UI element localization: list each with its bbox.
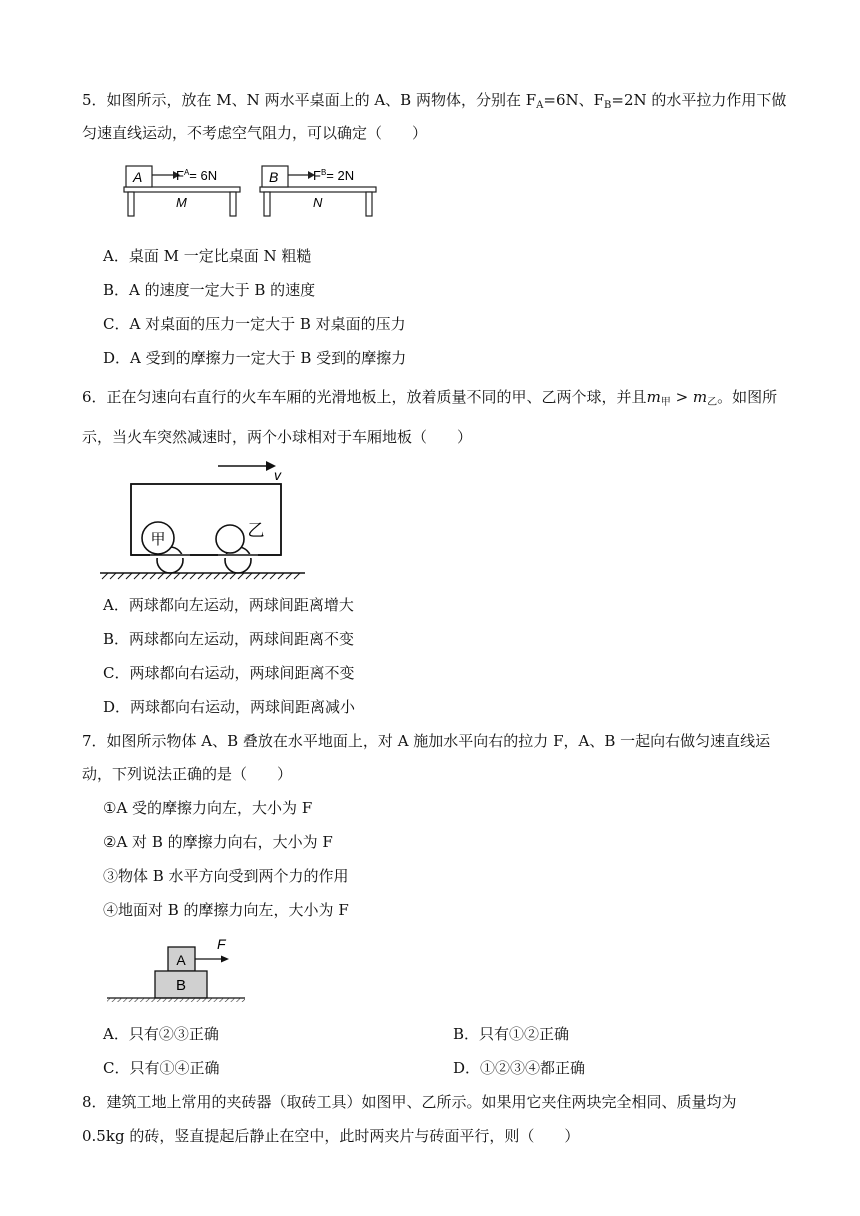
q7-statement-4: ④地面对 B 的摩擦力向左，大小为 F	[103, 901, 349, 919]
q6-option-a[interactable]: A．两球都向左运动，两球间距离增大	[103, 596, 354, 614]
q5-option-a[interactable]: A．桌面 M 一定比桌面 N 粗糙	[103, 247, 312, 265]
svg-text:A: A	[176, 952, 186, 968]
q6-figure	[100, 455, 310, 585]
force-a-label: $F^A= 6N$	[176, 168, 218, 183]
q5-figure	[120, 160, 385, 222]
q5-stem-line1: 5．如图所示，放在 M、N 两水平桌面上的 A、B 两物体，分别在 $F_A=6N$、$F_B=2N$ 的水平拉力作用下做	[82, 91, 787, 111]
q6-option-d[interactable]: D．两球都向右运动，两球间距离减小	[103, 698, 356, 716]
svg-text:甲: 甲	[150, 531, 166, 548]
q6-stem-line2: 示，当火车突然减速时，两个小球相对于车厢地板（ ）	[82, 428, 473, 446]
svg-text:A: A	[133, 169, 143, 185]
q7-option-b[interactable]: B．只有①②正确	[453, 1025, 570, 1043]
q5-option-d[interactable]: D．A 受到的摩擦力一定大于 B 受到的摩擦力	[103, 349, 407, 367]
q7-statement-1: ①A 受的摩擦力向左，大小为 F	[103, 799, 313, 817]
q7-statement-3: ③物体 B 水平方向受到两个力的作用	[103, 867, 349, 885]
q6-stem-line1: 6．正在匀速向右直行的火车车厢的光滑地板上，放着质量不同的甲、乙两个球，并且$m_甲 > m_乙$。如图所	[82, 388, 778, 408]
svg-text:F: F	[217, 936, 226, 952]
q5-option-b[interactable]: B．A 的速度一定大于 B 的速度	[103, 281, 316, 299]
svg-text:M: M	[176, 195, 187, 210]
q7-statement-2: ②A 对 B 的摩擦力向右，大小为 F	[103, 833, 333, 851]
q5-option-c[interactable]: C．A 对桌面的压力一定大于 B 对桌面的压力	[103, 315, 406, 333]
q7-option-d[interactable]: D．①②③④都正确	[453, 1059, 586, 1077]
force-b-label: $F^B= 2N$	[313, 168, 355, 183]
q7-option-c[interactable]: C．只有①④正确	[103, 1059, 220, 1077]
svg-text:N: N	[313, 195, 323, 210]
svg-text:乙: 乙	[247, 521, 265, 540]
ball-yi	[216, 525, 244, 553]
svg-text:v: v	[274, 467, 281, 483]
svg-text:B: B	[269, 169, 279, 185]
q8-stem-line2: 0.5kg 的砖，竖直提起后静止在空中，此时两夹片与砖面平行，则（ ）	[82, 1127, 580, 1145]
q7-stem-line1: 7．如图所示物体 A、B 叠放在水平地面上，对 A 施加水平向右的拉力 F，A、B 一起向右做匀速直线运	[82, 732, 771, 750]
q7-figure	[105, 935, 250, 1007]
q6-option-b[interactable]: B．两球都向左运动，两球间距离不变	[103, 630, 355, 648]
svg-text:B: B	[175, 977, 187, 994]
q5-stem-line2: 匀速直线运动，不考虑空气阻力，可以确定（ ）	[82, 124, 428, 142]
q8-stem-line1: 8．建筑工地上常用的夹砖器（取砖工具）如图甲、乙所示。如果用它夹住两块完全相同、质量均为	[82, 1093, 737, 1111]
q7-option-a[interactable]: A．只有②③正确	[103, 1025, 219, 1043]
q7-stem-line2: 动，下列说法正确的是（ ）	[82, 765, 293, 783]
q6-option-c[interactable]: C．两球都向右运动，两球间距离不变	[103, 664, 355, 682]
